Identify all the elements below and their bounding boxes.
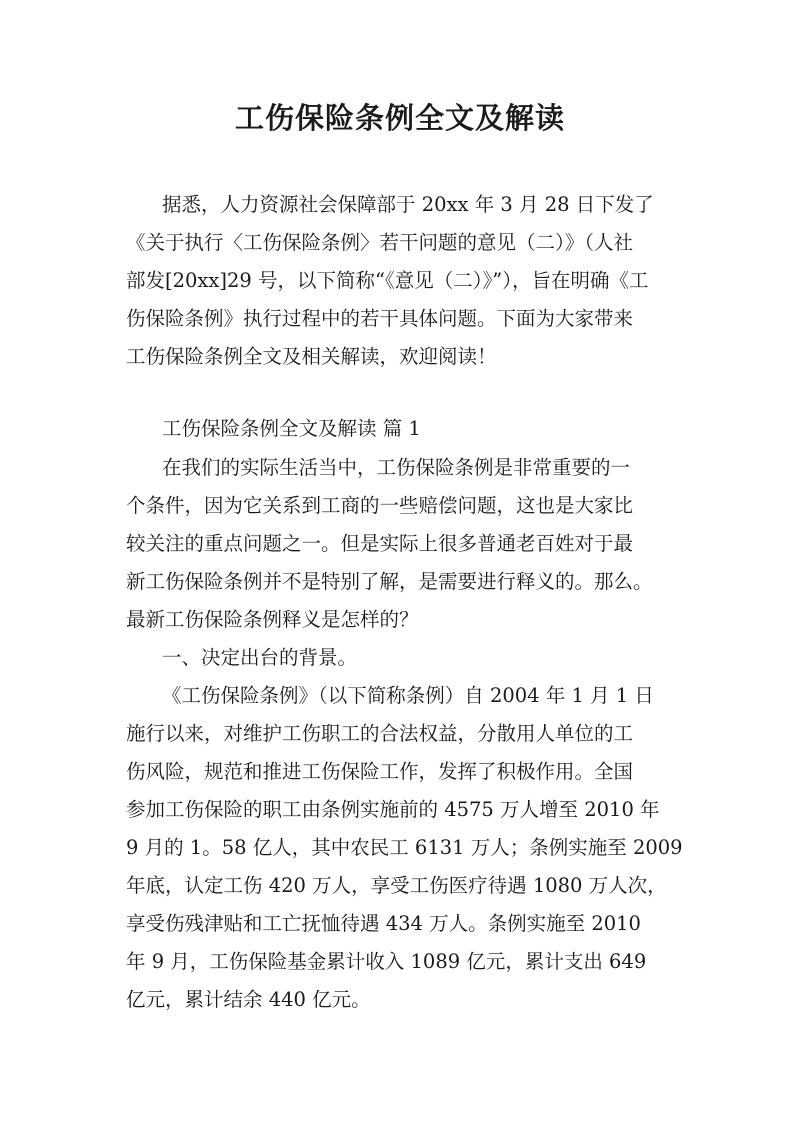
body-line: 在我们的实际生活当中，工伤保险条例是非常重要的一 — [162, 456, 631, 479]
subheading-block — [126, 639, 686, 677]
intro-line: 据悉，人力资源社会保障部于 20xx 年 3 月 28 日下发了 — [162, 193, 654, 216]
body-line: 较关注的重点问题之一。但是实际上很多普通老百姓对于最 — [126, 532, 634, 555]
body-line: 新工伤保险条例并不是特别了解，是需要进行释义的。那么。 — [126, 570, 653, 593]
subheading: 一、决定出台的背景。 — [162, 646, 358, 669]
intro-line: 伤保险条例》执行过程中的若干具体问题。下面为大家带来 — [126, 307, 634, 330]
body-line: 年 9 月，工伤保险基金累计收入 1089 亿元，累计支出 649 — [126, 950, 647, 973]
body-paragraph-2 — [126, 677, 686, 1019]
body-line: 年底，认定工伤 420 万人，享受工伤医疗待遇 1080 万人次， — [126, 874, 667, 897]
body-line: 《工伤保险条例》（以下简称条例）自 2004 年 1 月 1 日 — [162, 684, 654, 707]
document-title: 工伤保险条例全文及解读 — [234, 101, 565, 135]
body-line: 最新工伤保险条例释义是怎样的？ — [126, 608, 419, 631]
body-line: 亿元，累计结余 440 亿元。 — [126, 988, 371, 1011]
intro-line: 《关于执行〈工伤保险条例〉若干问题的意见（二）》（人社 — [126, 231, 634, 254]
body-line: 9 月的 1。58 亿人，其中农民工 6131 万人；条例实施至 2009 — [126, 836, 683, 859]
body-line: 伤风险，规范和推进工伤保险工作，发挥了积极作用。全国 — [126, 760, 634, 783]
intro-line: 部发[20xx]29 号，以下简称“《意见（二）》”），旨在明确《工 — [126, 269, 649, 292]
body-line: 享受伤残津贴和工亡抚恤待遇 434 万人。条例实施至 2010 — [126, 912, 641, 935]
body-line: 参加工伤保险的职工由条例实施前的 4575 万人增至 2010 年 — [126, 798, 660, 821]
body-line: 个条件，因为它关系到工商的一些赔偿问题，这也是大家比 — [126, 494, 634, 517]
section-heading: 工伤保险条例全文及解读 篇 1 — [162, 417, 421, 440]
body-paragraph-1 — [126, 449, 686, 639]
intro-line: 工伤保险条例全文及相关解读，欢迎阅读！ — [126, 345, 497, 368]
body-line: 施行以来，对维护工伤职工的合法权益，分散用人单位的工 — [126, 722, 634, 745]
intro-paragraph — [126, 186, 686, 376]
